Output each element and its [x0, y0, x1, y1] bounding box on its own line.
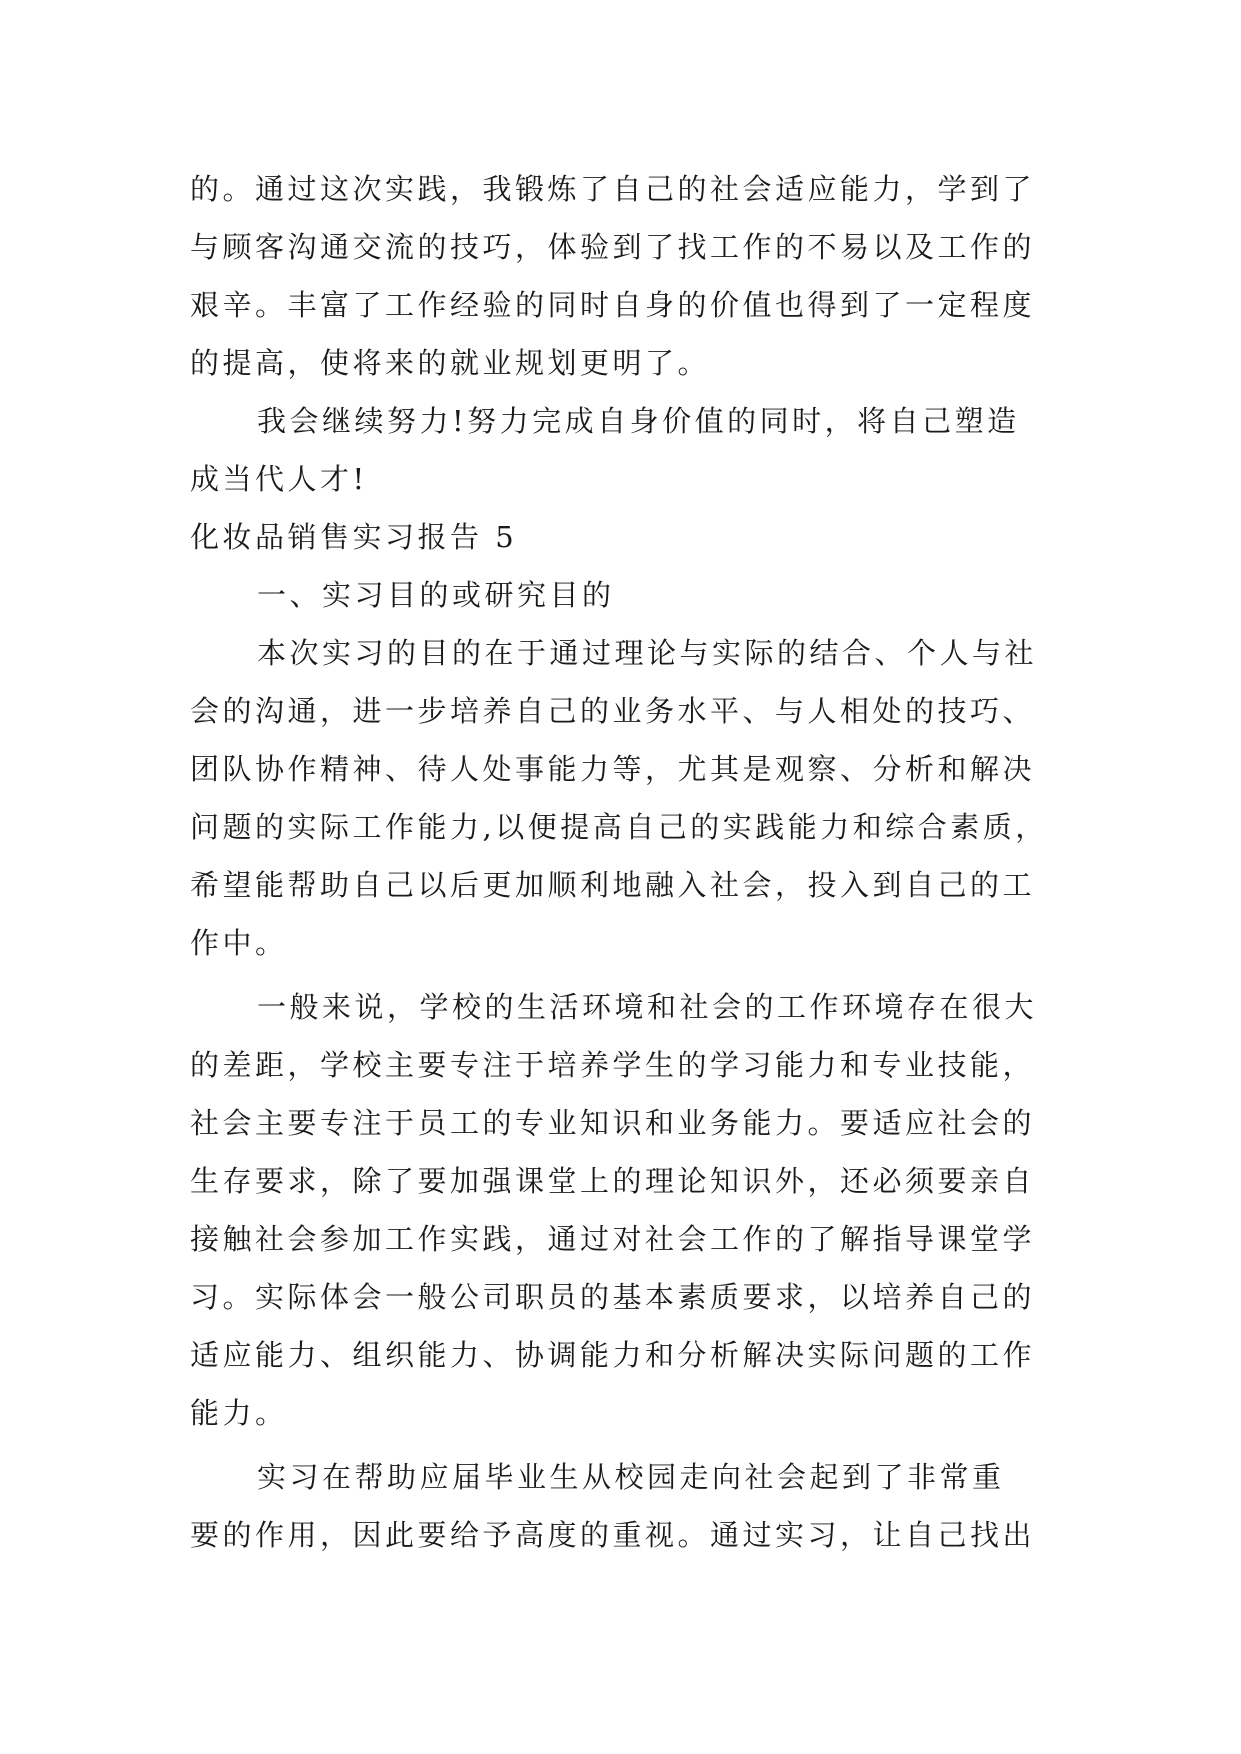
paragraph-line: 习。实际体会一般公司职员的基本素质要求，以培养自己的 — [190, 1280, 1036, 1314]
paragraph-line: 会的沟通，进一步培养自己的业务水平、与人相处的技巧、 — [190, 694, 1036, 728]
paragraph-line: 成当代人才! — [190, 462, 368, 496]
paragraph-line: 适应能力、组织能力、协调能力和分析解决实际问题的工作 — [190, 1338, 1036, 1372]
paragraph-line: 的提高，使将来的就业规划更明了。 — [190, 346, 711, 380]
paragraph-line: 本次实习的目的在于通过理论与实际的结合、个人与社 — [257, 636, 1038, 670]
paragraph-line: 艰辛。丰富了工作经验的同时自身的价值也得到了一定程度 — [190, 288, 1036, 322]
paragraph-line: 社会主要专注于员工的专业知识和业务能力。要适应社会的 — [190, 1106, 1036, 1140]
paragraph-line: 接触社会参加工作实践，通过对社会工作的了解指导课堂学 — [190, 1222, 1036, 1256]
subsection-heading: 一、实习目的或研究目的 — [257, 578, 615, 612]
document-body — [190, 160, 1060, 1564]
paragraph-line: 团队协作精神、待人处事能力等，尤其是观察、分析和解决 — [190, 752, 1036, 786]
paragraph-line: 生存要求，除了要加强课堂上的理论知识外，还必须要亲自 — [190, 1164, 1036, 1198]
paragraph-line: 的差距，学校主要专注于培养学生的学习能力和专业技能， — [190, 1048, 1036, 1082]
paragraph-line: 一般来说，学校的生活环境和社会的工作环境存在很大 — [257, 990, 1038, 1024]
paragraph-line: 能力。 — [190, 1396, 288, 1430]
paragraph-line: 要的作用，因此要给予高度的重视。通过实习，让自己找出 — [190, 1518, 1036, 1552]
paragraph-line: 的。通过这次实践，我锻炼了自己的社会适应能力，学到了 — [190, 172, 1036, 206]
paragraph-line: 希望能帮助自己以后更加顺利地融入社会，投入到自己的工 — [190, 868, 1036, 902]
paragraph-line: 问题的实际工作能力,以便提高自己的实践能力和综合素质， — [190, 810, 1048, 844]
section-title: 化妆品销售实习报告 5 — [190, 520, 518, 554]
paragraph-line: 作中。 — [190, 926, 288, 960]
paragraph-line: 实习在帮助应届毕业生从校园走向社会起到了非常重 — [257, 1460, 1005, 1494]
paragraph-line: 与顾客沟通交流的技巧，体验到了找工作的不易以及工作的 — [190, 230, 1036, 264]
paragraph-line: 我会继续努力!努力完成自身价值的同时，将自己塑造 — [257, 404, 1020, 438]
